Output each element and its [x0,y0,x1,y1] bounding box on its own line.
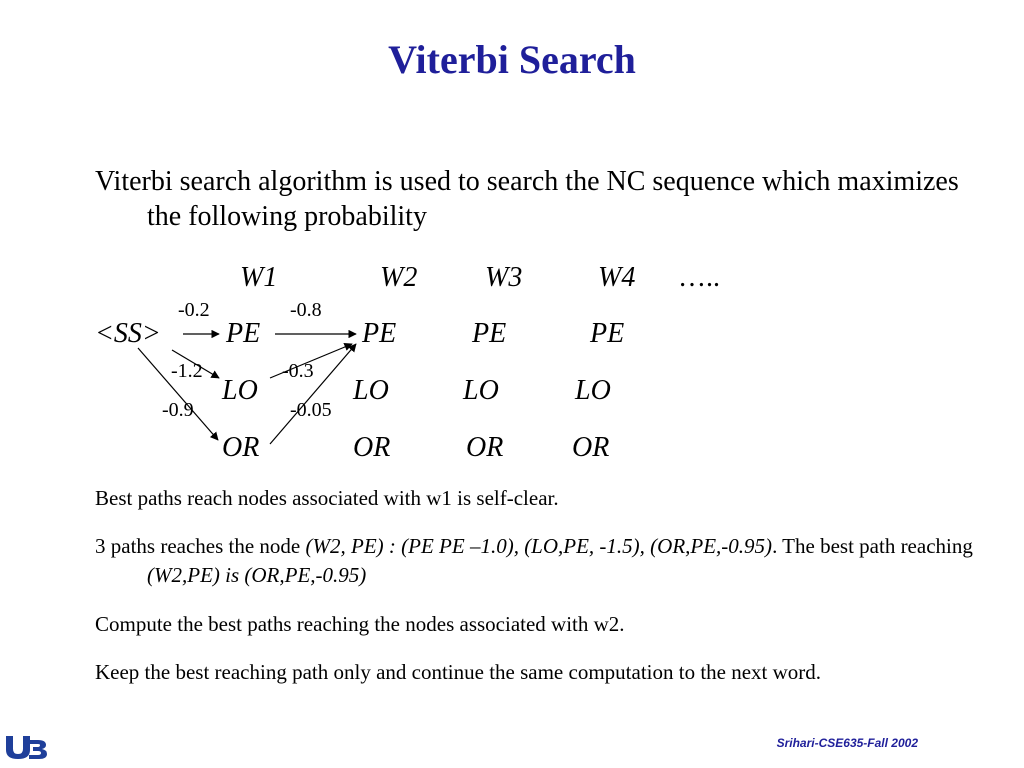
node-pe-w1: PE [226,318,261,349]
ub-logo-icon [4,734,48,760]
word-w4: W4 [598,262,636,293]
weight-pe-pe: -0.8 [290,299,322,321]
weight-ss-pe: -0.2 [178,299,210,321]
paragraph-best-paths: Best paths reach nodes associated with w1 is self-clear. [95,486,559,510]
node-lo-w4: LO [575,375,611,406]
word-ellipsis: ….. [678,262,720,293]
node-pe-w4: PE [590,318,625,349]
word-w3: W3 [485,262,523,293]
node-pe-w3: PE [472,318,507,349]
weight-ss-or: -0.9 [162,399,194,421]
node-or-w1: OR [222,432,260,463]
word-w2: W2 [380,262,418,293]
node-lo-w2: LO [353,375,389,406]
edge-or-pe [270,344,356,444]
paragraph-keep-best: Keep the best reaching path only and continue the same computation to the next word. [95,660,822,684]
weight-ss-lo: -1.2 [171,360,203,382]
p2-text-b: (W2, PE) : (PE PE –1.0), (LO,PE, -1.5), (OR,PE,-0.95) [305,534,773,558]
p2-text-a: 3 paths reaches the node [95,534,306,558]
node-lo-w3: LO [463,375,499,406]
slide-title: Viterbi Search [388,37,636,82]
node-or-w3: OR [466,432,504,463]
node-lo-w1: LO [222,375,258,406]
paragraph-three-paths [95,532,1017,590]
node-or-w4: OR [572,432,610,463]
p2-text-d: (W2,PE) is (OR,PE,-0.95) [147,563,367,587]
node-or-w2: OR [353,432,391,463]
intro-text: Viterbi search algorithm is used to search the NC sequence which maximizes the following probability [95,166,959,232]
word-w1: W1 [240,262,278,293]
weight-lo-pe: -0.3 [282,360,314,382]
footer-credit: Srihari-CSE635-Fall 2002 [776,736,918,750]
start-node: <SS> [95,318,161,349]
node-pe-w2: PE [362,318,397,349]
paragraph-compute: Compute the best paths reaching the nodes associated with w2. [95,612,625,636]
weight-or-pe: -0.05 [290,399,332,421]
p2-text-c: . The best path reaching [772,534,973,558]
